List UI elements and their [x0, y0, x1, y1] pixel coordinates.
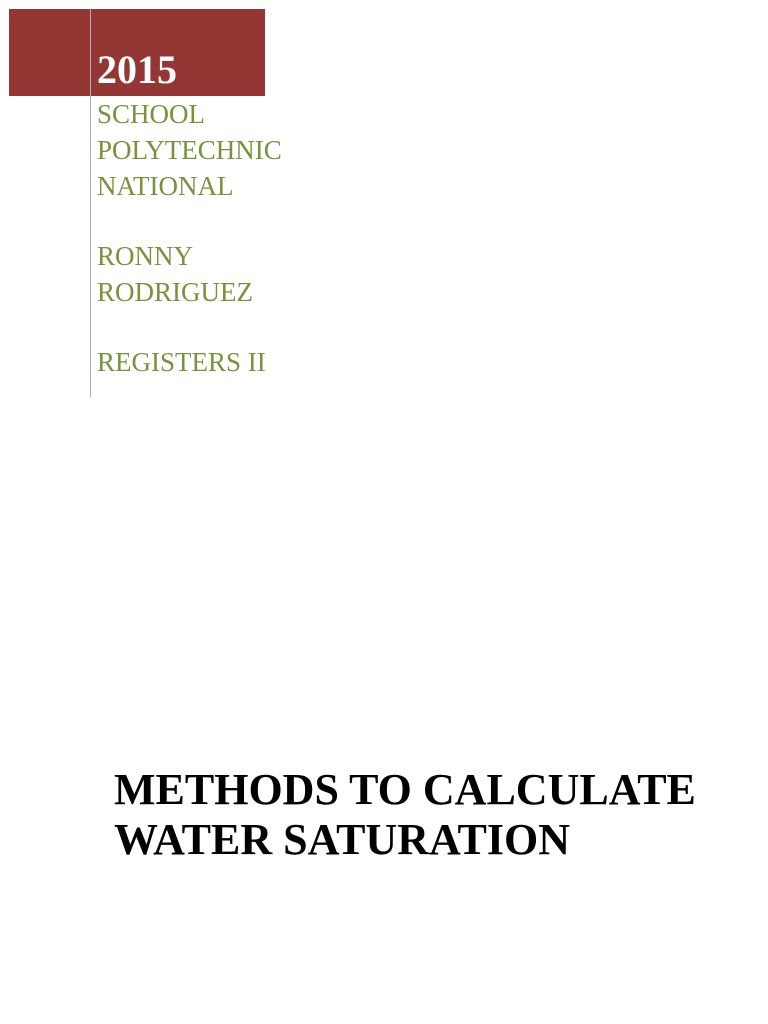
year-label: 2015 [97, 47, 177, 92]
course-name: REGISTERS II [97, 347, 266, 377]
title-line-2: WATER SATURATION [114, 815, 570, 864]
spacer [97, 310, 397, 344]
author-last-name: RODRIGUEZ [97, 277, 253, 307]
institution-line-2: POLYTECHNIC [97, 135, 282, 165]
spacer [97, 204, 397, 238]
author-first-name: RONNY [97, 241, 194, 271]
document-title [114, 765, 754, 865]
institution-line-1: SCHOOL [97, 99, 206, 129]
vertical-rule [90, 9, 91, 397]
institution-line-3: NATIONAL [97, 171, 234, 201]
title-line-1: METHODS TO CALCULATE [114, 765, 696, 814]
cover-info-block [97, 96, 397, 380]
